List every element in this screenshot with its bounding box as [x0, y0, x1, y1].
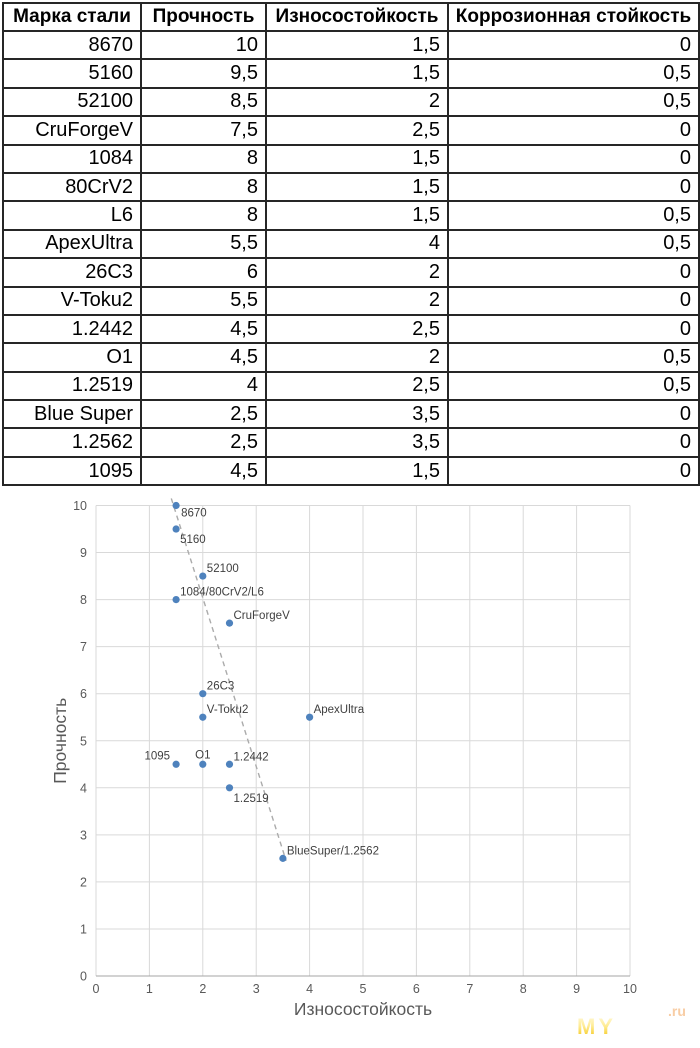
cell-grade: V-Toku2 — [3, 287, 141, 315]
column-header: Прочность — [141, 3, 266, 31]
cell-wear: 2 — [266, 88, 448, 116]
cell-strength: 4,5 — [141, 457, 266, 485]
x-axis-tick-label: 2 — [199, 982, 207, 996]
data-point — [173, 502, 180, 509]
data-point — [226, 761, 233, 768]
x-axis-tick-label: 0 — [92, 982, 100, 996]
y-axis-tick-label: 0 — [80, 969, 87, 984]
point-label: 1084/80CrV2/L6 — [180, 586, 264, 599]
scatter-chart-svg — [0, 480, 700, 1043]
cell-grade: 5160 — [3, 59, 141, 87]
cell-wear: 1,5 — [266, 201, 448, 229]
table-row — [3, 428, 699, 456]
cell-wear: 2 — [266, 258, 448, 286]
data-point — [199, 690, 206, 697]
cell-corrosion: 0,5 — [448, 59, 699, 87]
data-point — [173, 761, 180, 768]
cell-wear: 3,5 — [266, 400, 448, 428]
x-axis-tick-label: 5 — [359, 982, 367, 996]
point-label: 1.2442 — [233, 751, 269, 764]
cell-corrosion: 0 — [448, 287, 699, 315]
point-label: 1095 — [144, 750, 171, 763]
cell-strength: 10 — [141, 31, 266, 59]
cell-corrosion: 0 — [448, 173, 699, 201]
scatter-chart — [0, 480, 700, 1043]
table-row — [3, 201, 699, 229]
data-point — [226, 620, 233, 627]
cell-strength: 8 — [141, 145, 266, 173]
data-point — [279, 855, 286, 862]
cell-grade: 1.2442 — [3, 315, 141, 343]
x-axis-tick-label: 4 — [306, 982, 314, 996]
cell-corrosion: 0 — [448, 31, 699, 59]
data-point — [173, 596, 180, 603]
point-label: 52100 — [206, 563, 239, 576]
data-point — [226, 784, 233, 791]
cell-strength: 9,5 — [141, 59, 266, 87]
steel-properties-table — [2, 2, 700, 486]
point-label: V-Toku2 — [206, 704, 249, 717]
x-axis-tick-label: 7 — [466, 982, 474, 996]
cell-corrosion: 0 — [448, 315, 699, 343]
cell-wear: 1,5 — [266, 31, 448, 59]
cell-corrosion: 0 — [448, 258, 699, 286]
cell-wear: 1,5 — [266, 59, 448, 87]
cell-grade: 52100 — [3, 88, 141, 116]
point-label: 5160 — [180, 534, 206, 547]
cell-wear: 2 — [266, 343, 448, 371]
cell-corrosion: 0 — [448, 457, 699, 485]
watermark-my: MY — [577, 1014, 616, 1039]
cell-strength: 8 — [141, 173, 266, 201]
cell-corrosion: 0 — [448, 145, 699, 173]
cell-grade: 80CrV2 — [3, 173, 141, 201]
point-label: CruForgeV — [233, 610, 290, 623]
cell-wear: 1,5 — [266, 145, 448, 173]
y-axis-tick-label: 4 — [80, 781, 87, 796]
x-axis-tick-label: 1 — [145, 982, 153, 996]
cell-corrosion: 0,5 — [448, 343, 699, 371]
table-row — [3, 343, 699, 371]
cell-wear: 2,5 — [266, 372, 448, 400]
table-row — [3, 372, 699, 400]
cell-grade: O1 — [3, 343, 141, 371]
column-header: Износостойкость — [266, 3, 448, 31]
cell-corrosion: 0,5 — [448, 230, 699, 258]
point-label: BlueSuper/1.2562 — [286, 845, 379, 858]
table-row — [3, 116, 699, 144]
table-row — [3, 400, 699, 428]
x-axis-tick-label: 8 — [519, 982, 527, 996]
cell-strength: 5,5 — [141, 230, 266, 258]
x-axis-tick-label: 6 — [412, 982, 420, 996]
cell-wear: 3,5 — [266, 428, 448, 456]
cell-wear: 4 — [266, 230, 448, 258]
cell-strength: 8,5 — [141, 88, 266, 116]
x-axis-tick-label: 10 — [623, 982, 637, 996]
table-row — [3, 88, 699, 116]
cell-grade: 1095 — [3, 457, 141, 485]
table-row — [3, 59, 699, 87]
data-point — [199, 572, 206, 579]
cell-grade: 26C3 — [3, 258, 141, 286]
table-row — [3, 145, 699, 173]
x-axis-tick-label: 3 — [252, 982, 260, 996]
cell-grade: Blue Super — [3, 400, 141, 428]
cell-corrosion: 0 — [448, 400, 699, 428]
cell-grade: ApexUltra — [3, 230, 141, 258]
cell-grade: CruForgeV — [3, 116, 141, 144]
point-label: O1 — [195, 749, 211, 762]
x-axis-tick-label: 9 — [573, 982, 581, 996]
point-label: 8670 — [181, 507, 207, 520]
y-axis-tick-label: 3 — [80, 828, 87, 843]
cell-strength: 6 — [141, 258, 266, 286]
cell-wear: 1,5 — [266, 457, 448, 485]
table-row — [3, 230, 699, 258]
cell-corrosion: 0,5 — [448, 372, 699, 400]
y-axis-tick-label: 5 — [80, 734, 87, 749]
table-row — [3, 258, 699, 286]
cell-strength: 4,5 — [141, 343, 266, 371]
cell-strength: 4 — [141, 372, 266, 400]
cell-corrosion: 0 — [448, 116, 699, 144]
cell-corrosion: 0,5 — [448, 88, 699, 116]
table-header-row — [3, 3, 699, 31]
cell-strength: 7,5 — [141, 116, 266, 144]
data-point — [173, 525, 180, 532]
y-axis-tick-label: 9 — [80, 546, 87, 561]
watermark-ru-suffix: .ru — [668, 1003, 686, 1019]
table-row — [3, 315, 699, 343]
cell-corrosion: 0,5 — [448, 201, 699, 229]
y-axis-tick-label: 10 — [73, 499, 87, 513]
column-header: Марка стали — [3, 3, 141, 31]
y-axis-tick-label: 2 — [80, 875, 87, 890]
y-axis-tick-label: 6 — [80, 687, 87, 702]
data-point — [199, 761, 206, 768]
cell-wear: 1,5 — [266, 173, 448, 201]
point-label: 1.2519 — [233, 792, 269, 805]
cell-strength: 5,5 — [141, 287, 266, 315]
point-label: ApexUltra — [313, 704, 365, 717]
y-axis-tick-label: 1 — [80, 922, 87, 937]
cell-strength: 2,5 — [141, 400, 266, 428]
x-axis-title: Износостойкость — [293, 999, 433, 1019]
cell-strength: 2,5 — [141, 428, 266, 456]
cell-wear: 2,5 — [266, 315, 448, 343]
data-point — [306, 714, 313, 721]
cell-wear: 2 — [266, 287, 448, 315]
cell-grade: 8670 — [3, 31, 141, 59]
cell-strength: 4,5 — [141, 315, 266, 343]
cell-grade: 1.2519 — [3, 372, 141, 400]
cell-grade: L6 — [3, 201, 141, 229]
table-row — [3, 287, 699, 315]
y-axis-tick-label: 8 — [80, 593, 87, 608]
cell-corrosion: 0 — [448, 428, 699, 456]
cell-wear: 2,5 — [266, 116, 448, 144]
y-axis-tick-label: 7 — [80, 640, 87, 655]
y-axis-title: Прочность — [50, 697, 70, 784]
table-row — [3, 173, 699, 201]
cell-strength: 8 — [141, 201, 266, 229]
data-point — [199, 714, 206, 721]
column-header: Коррозионная стойкость — [448, 3, 699, 31]
cell-grade: 1.2562 — [3, 428, 141, 456]
point-label: 26C3 — [206, 680, 235, 693]
table-row — [3, 31, 699, 59]
cell-grade: 1084 — [3, 145, 141, 173]
